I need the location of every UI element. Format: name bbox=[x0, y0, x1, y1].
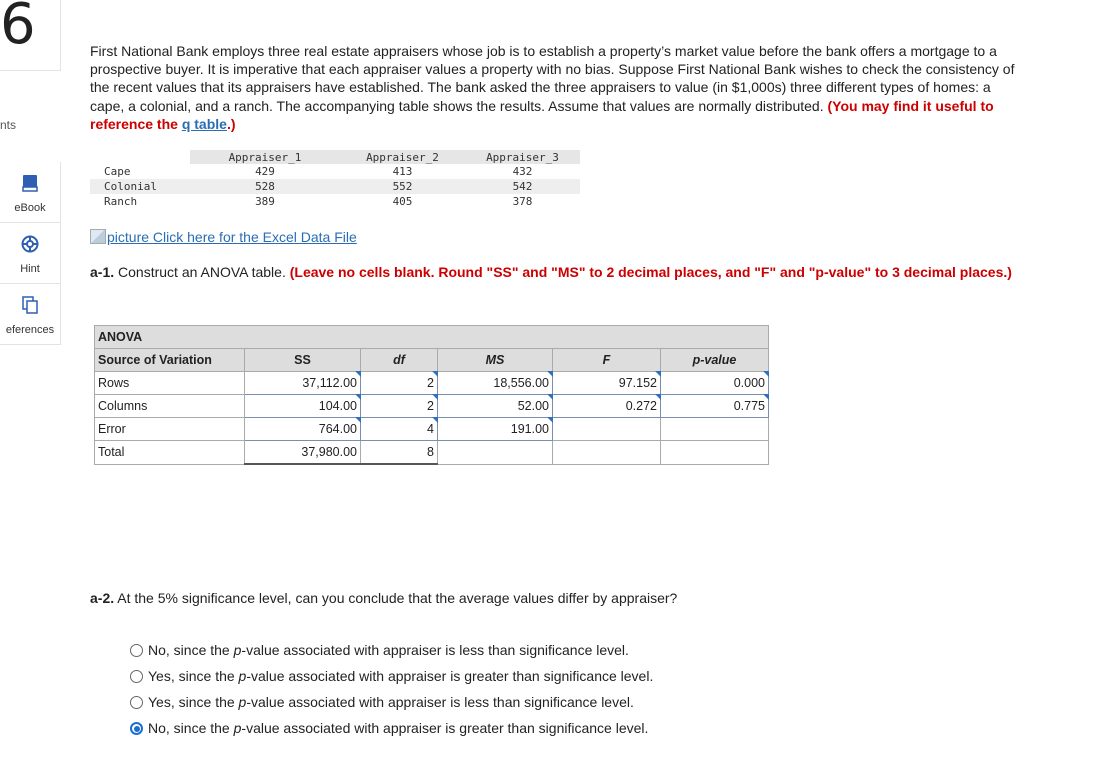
problem-text: First National Bank employs three real estate appraisers whose job is to establish a property’s market value before the bank offers a mortgage to a prospective buyer. It is imperative that each appraiser values a property with no bias. Suppose First National Bank wishes to check the consistency of the recent values that its appraisers have established. The bank asked the three appraisers to value (in $1,000s) three different types of homes: a cape, a colonial, and a ranch. The accompanying table shows the results. Assume that values are normally distributed. bbox=[90, 43, 1015, 114]
answer-option[interactable] bbox=[130, 692, 653, 718]
column-header: Source of Variation bbox=[95, 349, 245, 372]
question-number-box bbox=[0, 0, 61, 71]
ss-input[interactable]: 104.00 bbox=[245, 395, 361, 418]
option-text: -value associated with appraiser is greater than significance level. bbox=[246, 668, 654, 684]
table-cell: 413 bbox=[392, 165, 413, 178]
rail-item-ebook[interactable] bbox=[0, 162, 60, 223]
f-input[interactable]: 0.272 bbox=[553, 395, 661, 418]
source-label: Error bbox=[95, 418, 245, 441]
part-label: a-1. bbox=[90, 264, 115, 280]
appraiser-data-table bbox=[90, 150, 580, 209]
anova-table bbox=[94, 325, 769, 465]
hint-icon bbox=[21, 235, 39, 258]
book-icon bbox=[22, 174, 38, 197]
table-row bbox=[95, 441, 769, 465]
table-cell: 429 bbox=[255, 165, 275, 178]
empty-cell bbox=[438, 441, 553, 465]
anova-title: ANOVA bbox=[95, 326, 769, 349]
table-row bbox=[95, 395, 769, 418]
problem-statement bbox=[90, 42, 1025, 133]
part-text: At the 5% significance level, can you conclude that the average values differ by appraiser? bbox=[114, 590, 678, 606]
column-header: SS bbox=[245, 349, 361, 372]
radio-button[interactable] bbox=[130, 670, 143, 683]
references-icon bbox=[22, 296, 38, 319]
radio-button[interactable] bbox=[130, 644, 143, 657]
source-label: Total bbox=[95, 441, 245, 465]
option-text: No, since the bbox=[148, 720, 234, 736]
source-label: Columns bbox=[95, 395, 245, 418]
ss-total: 37,980.00 bbox=[245, 441, 361, 465]
answer-option[interactable] bbox=[130, 640, 653, 666]
radio-button[interactable] bbox=[130, 722, 143, 735]
p-value-input[interactable]: 0.000 bbox=[661, 372, 769, 395]
picture-alt: picture bbox=[107, 229, 150, 245]
table-cell: 405 bbox=[392, 195, 413, 208]
table-cell: 528 bbox=[190, 179, 340, 194]
column-header: p-value bbox=[661, 349, 769, 372]
table-cell: 432 bbox=[512, 165, 533, 178]
empty-cell bbox=[661, 441, 769, 465]
option-text: p bbox=[238, 694, 247, 710]
table-header bbox=[90, 150, 190, 164]
rail-item-hint[interactable] bbox=[0, 223, 60, 284]
option-text: p bbox=[233, 642, 242, 658]
ms-input[interactable]: 18,556.00 bbox=[438, 372, 553, 395]
q-table-link[interactable]: q table bbox=[181, 115, 227, 132]
table-row bbox=[95, 372, 769, 395]
df-input[interactable]: 4 bbox=[361, 418, 438, 441]
rail-cut-label: nts bbox=[0, 118, 17, 132]
rail-item-label: eBook bbox=[14, 202, 46, 214]
column-header: MS bbox=[438, 349, 553, 372]
p-value-input[interactable]: 0.775 bbox=[661, 395, 769, 418]
answer-options bbox=[130, 640, 653, 744]
option-text: -value associated with appraiser is greater than significance level. bbox=[241, 720, 649, 736]
column-header: df bbox=[361, 349, 438, 372]
column-header: F bbox=[553, 349, 661, 372]
option-text: No, since the bbox=[148, 642, 234, 658]
ms-input[interactable]: 191.00 bbox=[438, 418, 553, 441]
rail-item-references[interactable] bbox=[0, 284, 60, 345]
option-text: -value associated with appraiser is less than significance level. bbox=[246, 694, 634, 710]
reference-prefix: (You may find it useful to reference the bbox=[90, 97, 994, 132]
table-header: Appraiser_1 bbox=[190, 150, 340, 164]
table-cell: 552 bbox=[340, 179, 465, 194]
table-cell: 542 bbox=[465, 179, 580, 194]
table-cell: Colonial bbox=[90, 179, 190, 194]
ms-input[interactable]: 52.00 bbox=[438, 395, 553, 418]
table-header: Appraiser_3 bbox=[465, 150, 580, 164]
ss-input[interactable]: 764.00 bbox=[245, 418, 361, 441]
table-cell: 378 bbox=[512, 195, 533, 208]
rail-item-label: eferences bbox=[5, 324, 55, 336]
table-header: Appraiser_2 bbox=[340, 150, 465, 164]
question-a1 bbox=[90, 263, 1040, 282]
empty-cell bbox=[553, 418, 661, 441]
ss-input[interactable]: 37,112.00 bbox=[245, 372, 361, 395]
table-cell: Cape bbox=[104, 165, 131, 178]
radio-button[interactable] bbox=[130, 696, 143, 709]
question-a2 bbox=[90, 590, 677, 606]
rail-item-label: Hint bbox=[20, 263, 40, 275]
f-input[interactable]: 97.152 bbox=[553, 372, 661, 395]
image-icon bbox=[90, 229, 106, 244]
option-text: Yes, since the bbox=[148, 668, 239, 684]
option-text: -value associated with appraiser is less than significance level. bbox=[241, 642, 629, 658]
option-text: p bbox=[233, 720, 242, 736]
table-row bbox=[90, 164, 580, 179]
excel-data-link[interactable] bbox=[90, 229, 357, 245]
question-number: 6 bbox=[0, 0, 36, 57]
source-label: Rows bbox=[95, 372, 245, 395]
option-text: Yes, since the bbox=[148, 694, 239, 710]
answer-option[interactable] bbox=[130, 718, 653, 744]
excel-link-text: Click here for the Excel Data File bbox=[152, 229, 357, 245]
rounding-instruction: (Leave no cells blank. Round "SS" and "MS" to 2 decimal places, and "F" and "p-value" to 3 decimal places.) bbox=[289, 264, 1012, 280]
df-total: 8 bbox=[361, 441, 438, 465]
table-row bbox=[90, 194, 580, 209]
excel-link[interactable] bbox=[90, 229, 357, 245]
part-label: a-2. bbox=[90, 590, 115, 606]
option-text: p bbox=[238, 668, 247, 684]
df-input[interactable]: 2 bbox=[361, 372, 438, 395]
empty-cell bbox=[661, 418, 769, 441]
table-cell: 389 bbox=[255, 195, 275, 208]
table-row bbox=[90, 179, 580, 194]
empty-cell bbox=[553, 441, 661, 465]
table-row bbox=[95, 418, 769, 441]
reference-suffix: .) bbox=[226, 115, 236, 132]
answer-option[interactable] bbox=[130, 666, 653, 692]
part-text: Construct an ANOVA table. bbox=[114, 264, 290, 280]
df-input[interactable]: 2 bbox=[361, 395, 438, 418]
table-cell: Ranch bbox=[104, 195, 138, 208]
resource-rail bbox=[0, 162, 61, 345]
